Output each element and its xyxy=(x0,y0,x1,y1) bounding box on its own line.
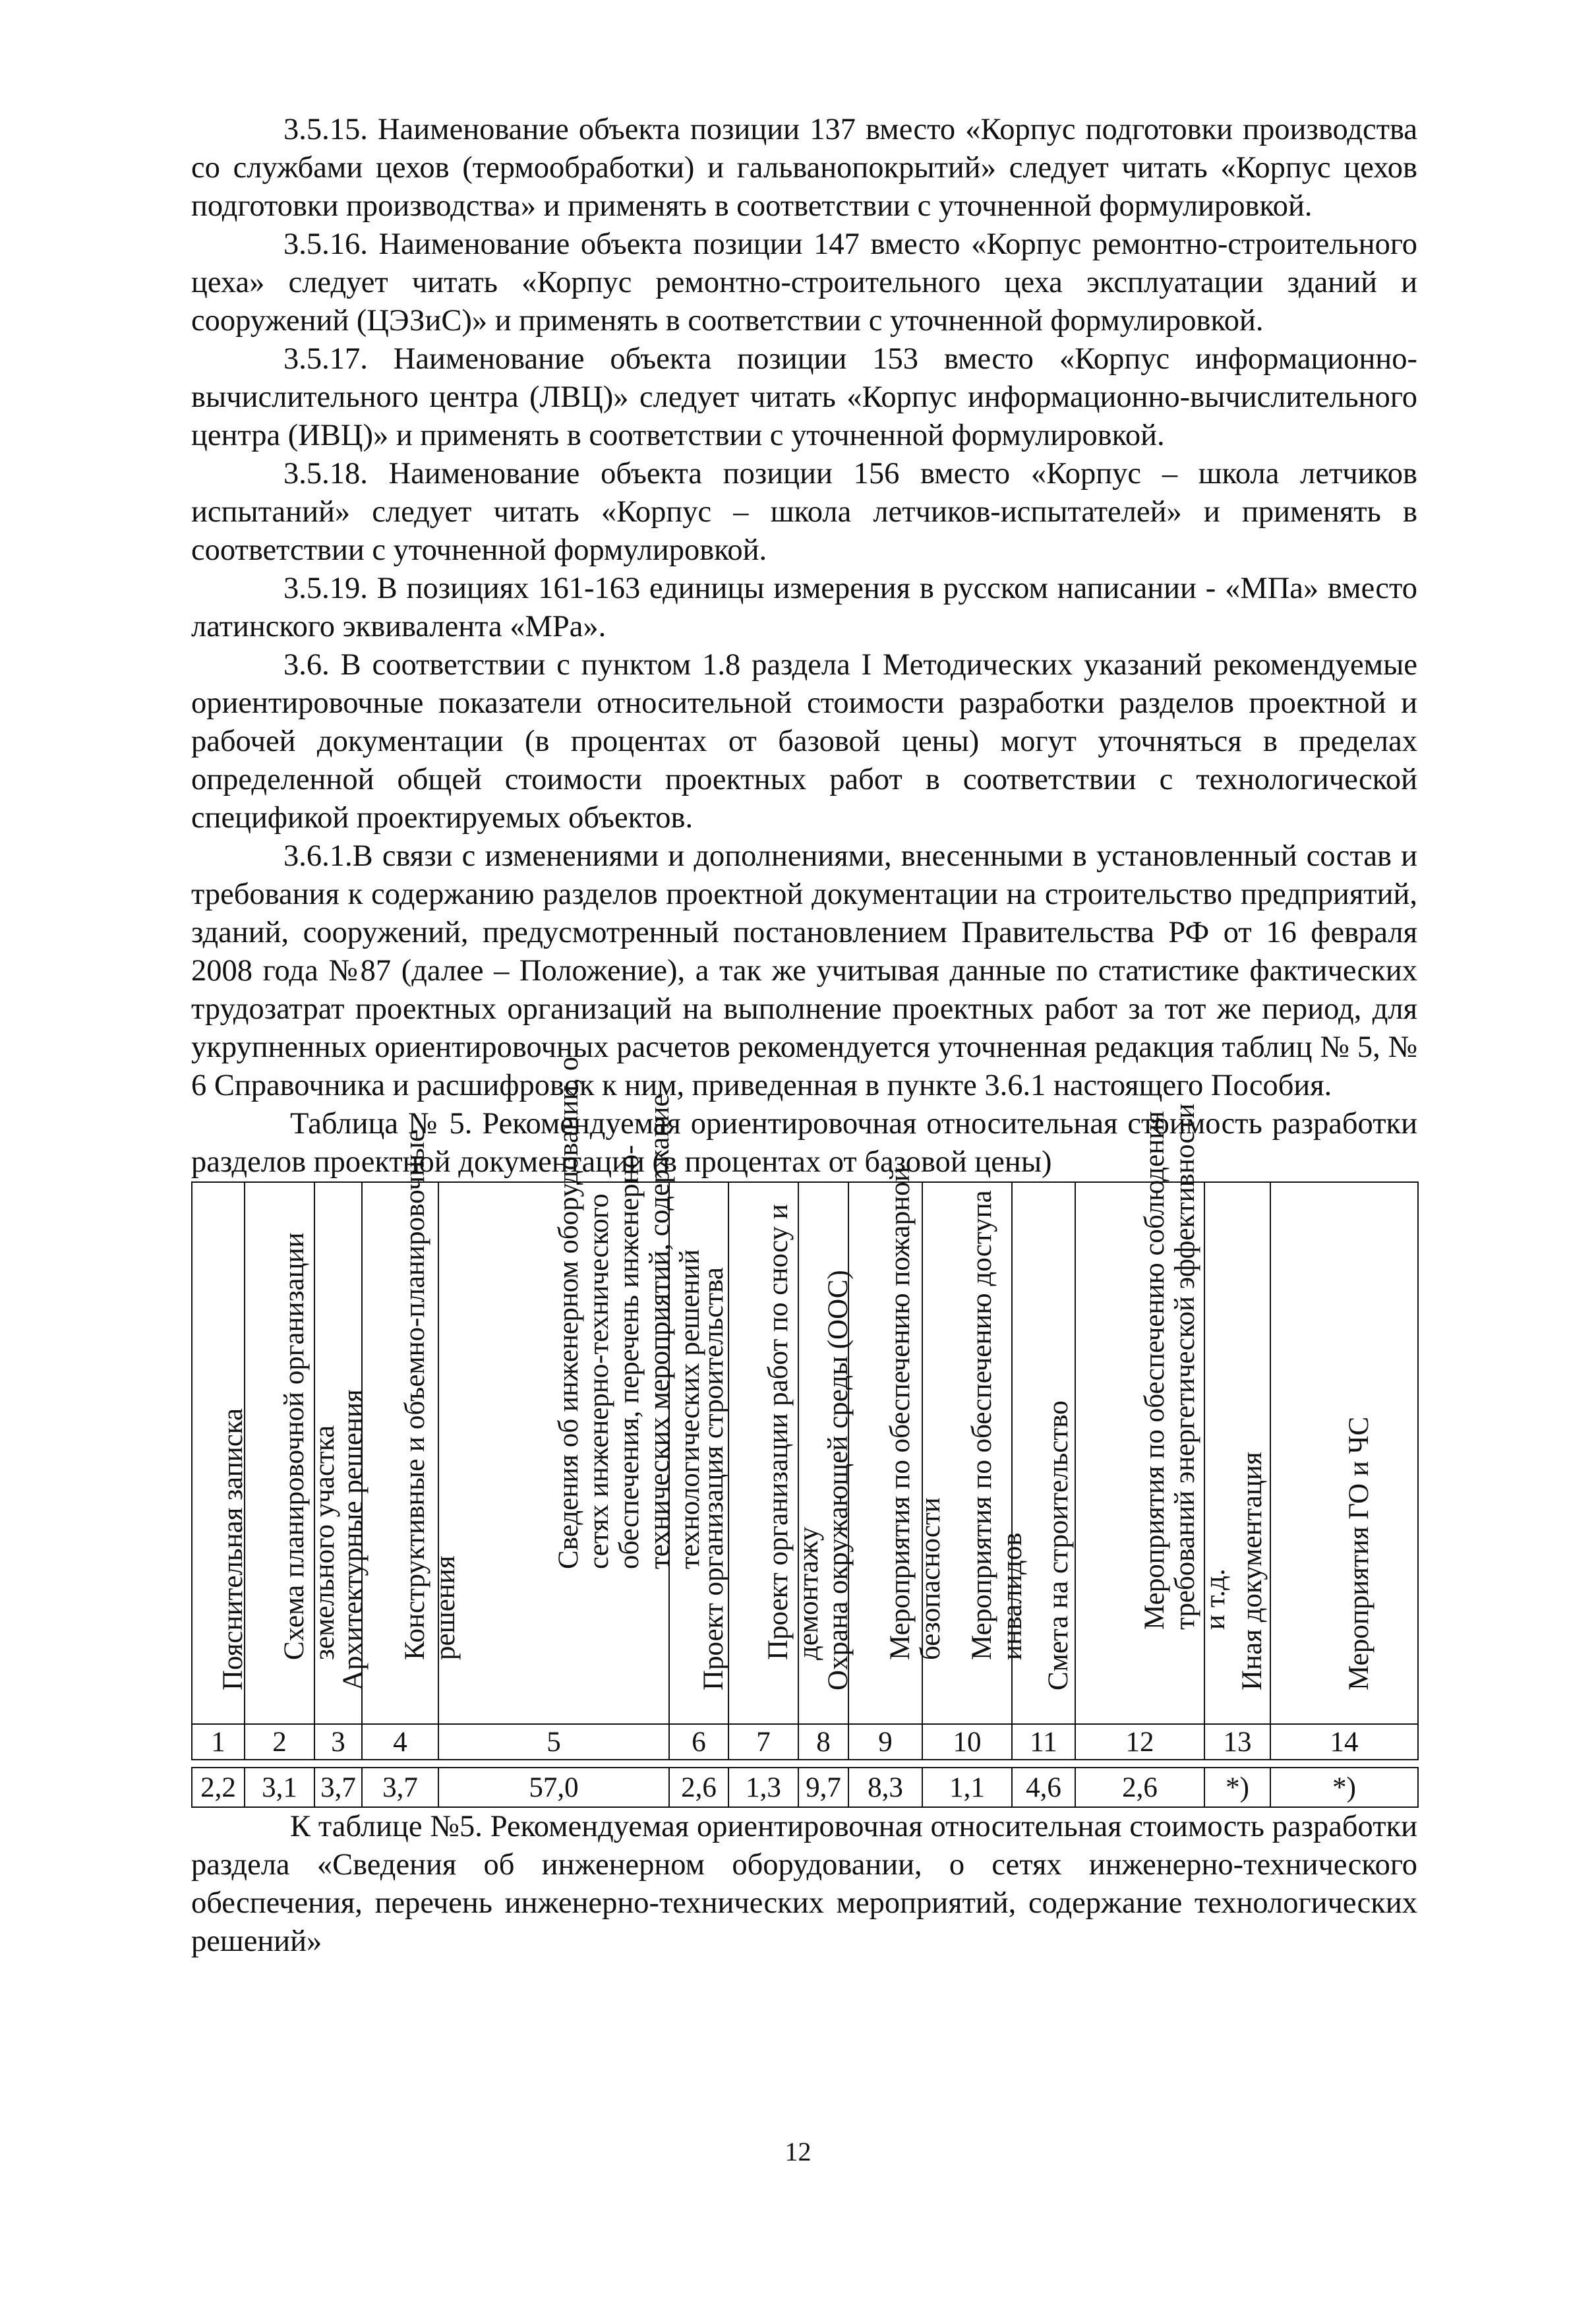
paragraph-3-5-15: 3.5.15. Наименование объекта позиции 137 вместо «Корпус подготовки производства со службами цехов (термообработки) и гальванопокрытий» следует читать «Корпус цехов подготовки производства» и применять в соответствии с уточненной формулировкой. xyxy=(191,113,1417,223)
value-cell: 2,2 xyxy=(192,1768,245,1807)
value-cell: 1,3 xyxy=(728,1768,798,1807)
header-cell: Сведения об инженерном оборудовании, о сетях инженерно-технического обеспечения, перечень инженерно-технических мероприятий, содержание технологических решений xyxy=(438,1182,669,1724)
page-number: 12 xyxy=(784,2137,812,2166)
header-cell: Проект организация строительства xyxy=(669,1182,728,1724)
header-cell: Схема планировочной организации земельного участка xyxy=(245,1182,314,1724)
value-cell: 2,6 xyxy=(669,1768,728,1807)
number-cell: 5 xyxy=(438,1724,669,1760)
table-note-text: К таблице №5. Рекомендуемая ориентировочная относительная стоимость разработки раздела «Сведения об инженерном оборудовании, о сетях инженерно-технического обеспечения, перечень инженерно-технических мероприятий, содержание технологических решений» xyxy=(191,1810,1417,1958)
number-cell: 11 xyxy=(1012,1724,1075,1760)
value-cell: 3,7 xyxy=(314,1768,362,1807)
header-cell: Мероприятия по обеспечению пожарной безопасности xyxy=(848,1182,922,1724)
number-cell: 7 xyxy=(728,1724,798,1760)
paragraph-3-5-17: 3.5.17. Наименование объекта позиции 153 вместо «Корпус информационно-вычислительного центра (ЛВЦ)» следует читать «Корпус информационно-вычислительного центра (ИВЦ)» и применять в соответствии с уточненной формулировкой. xyxy=(191,342,1417,452)
number-cell: 2 xyxy=(245,1724,314,1760)
value-cell: *) xyxy=(1270,1768,1418,1807)
header-cell: Смета на строительство xyxy=(1012,1182,1075,1724)
paragraph-3-6: 3.6. В соответствии с пунктом 1.8 раздела I Методических указаний рекомендуемые ориентировочные показатели относительной стоимости разработки разделов проектной и рабочей документации (в процентах от базовой цены) могут уточняться в пределах определенной общей стоимости проектных работ в соответствии с технологической спецификой проектируемых объектов. xyxy=(191,648,1417,835)
header-cell: Иная документация xyxy=(1204,1182,1270,1724)
number-cell: 8 xyxy=(798,1724,848,1760)
number-cell: 1 xyxy=(192,1724,245,1760)
value-cell: 3,7 xyxy=(362,1768,438,1807)
value-cell: 8,3 xyxy=(848,1768,922,1807)
header-cell: Мероприятия по обеспечению доступа инвалидов xyxy=(922,1182,1012,1724)
paragraph-3-6-1: 3.6.1.В связи с изменениями и дополнениями, внесенными в установленный состав и требования к содержанию разделов проектной документации на строительство предприятий, зданий, сооружений, предусмотренный постановлением Правительства РФ от 16 февраля 2008 года №87 (далее – Положение), а так же учитывая данные по статистике фактических трудозатрат проектных организаций на выполнение проектных работ за тот же период, для укрупненных ориентировочных расчетов рекомендуется уточненная редакция таблиц № 5, № 6 Справочника и расшифровок к ним, приведенная в пункте 3.6.1 настоящего Пособия. xyxy=(191,839,1417,1102)
table-header-row xyxy=(192,1182,1418,1724)
number-cell: 4 xyxy=(362,1724,438,1760)
header-cell: Охрана окружающей среды (ООС) xyxy=(798,1182,848,1724)
value-cell: 1,1 xyxy=(922,1768,1012,1807)
number-cell: 13 xyxy=(1204,1724,1270,1760)
number-cell: 6 xyxy=(669,1724,728,1760)
header-cell: Проект организации работ по сносу и демонтажу xyxy=(728,1182,798,1724)
value-cell: 3,1 xyxy=(245,1768,314,1807)
value-cell: 9,7 xyxy=(798,1768,848,1807)
number-cell: 14 xyxy=(1270,1724,1418,1760)
number-cell: 10 xyxy=(922,1724,1012,1760)
paragraph-3-5-18: 3.5.18. Наименование объекта позиции 156 вместо «Корпус – школа летчиков испытаний» следует читать «Корпус – школа летчиков-испытателей» и применять в соответствии с уточненной формулировкой. xyxy=(191,457,1417,567)
document-page xyxy=(191,111,1417,1961)
header-cell: Пояснительная записка xyxy=(192,1182,245,1724)
paragraph-3-5-16: 3.5.16. Наименование объекта позиции 147 вместо «Корпус ремонтно-строительного цеха» следует читать «Корпус ремонтно-строительного цеха эксплуатации зданий и сооружений (ЦЭЗиС)» и применять в соответствии с уточненной формулировкой. xyxy=(191,227,1417,338)
table-gap-row xyxy=(192,1760,1418,1768)
value-cell: 2,6 xyxy=(1075,1768,1204,1807)
table-number-row xyxy=(192,1724,1418,1760)
header-cell: Конструктивные и объемно-планировочные решения xyxy=(362,1182,438,1724)
value-cell: *) xyxy=(1204,1768,1270,1807)
number-cell: 3 xyxy=(314,1724,362,1760)
header-cell: Мероприятия по обеспечению соблюдения требований энергетической эффективности и т.д. xyxy=(1075,1182,1204,1724)
value-cell: 4,6 xyxy=(1012,1768,1075,1807)
table-caption: Таблица № 5. Рекомендуемая ориентировочная относительная стоимость разработки разделов проектной документации (в процентах от базовой цены) xyxy=(191,1107,1417,1179)
number-cell: 12 xyxy=(1075,1724,1204,1760)
header-cell: Архитектурные решения xyxy=(314,1182,362,1724)
table-value-row xyxy=(192,1768,1418,1807)
paragraph-3-5-19: 3.5.19. В позициях 161-163 единицы измерения в русском написании - «МПа» вместо латинского эквивалента «МРа». xyxy=(191,572,1417,643)
value-cell: 57,0 xyxy=(438,1768,669,1807)
header-cell: Мероприятия ГО и ЧС xyxy=(1270,1182,1418,1724)
number-cell: 9 xyxy=(848,1724,922,1760)
